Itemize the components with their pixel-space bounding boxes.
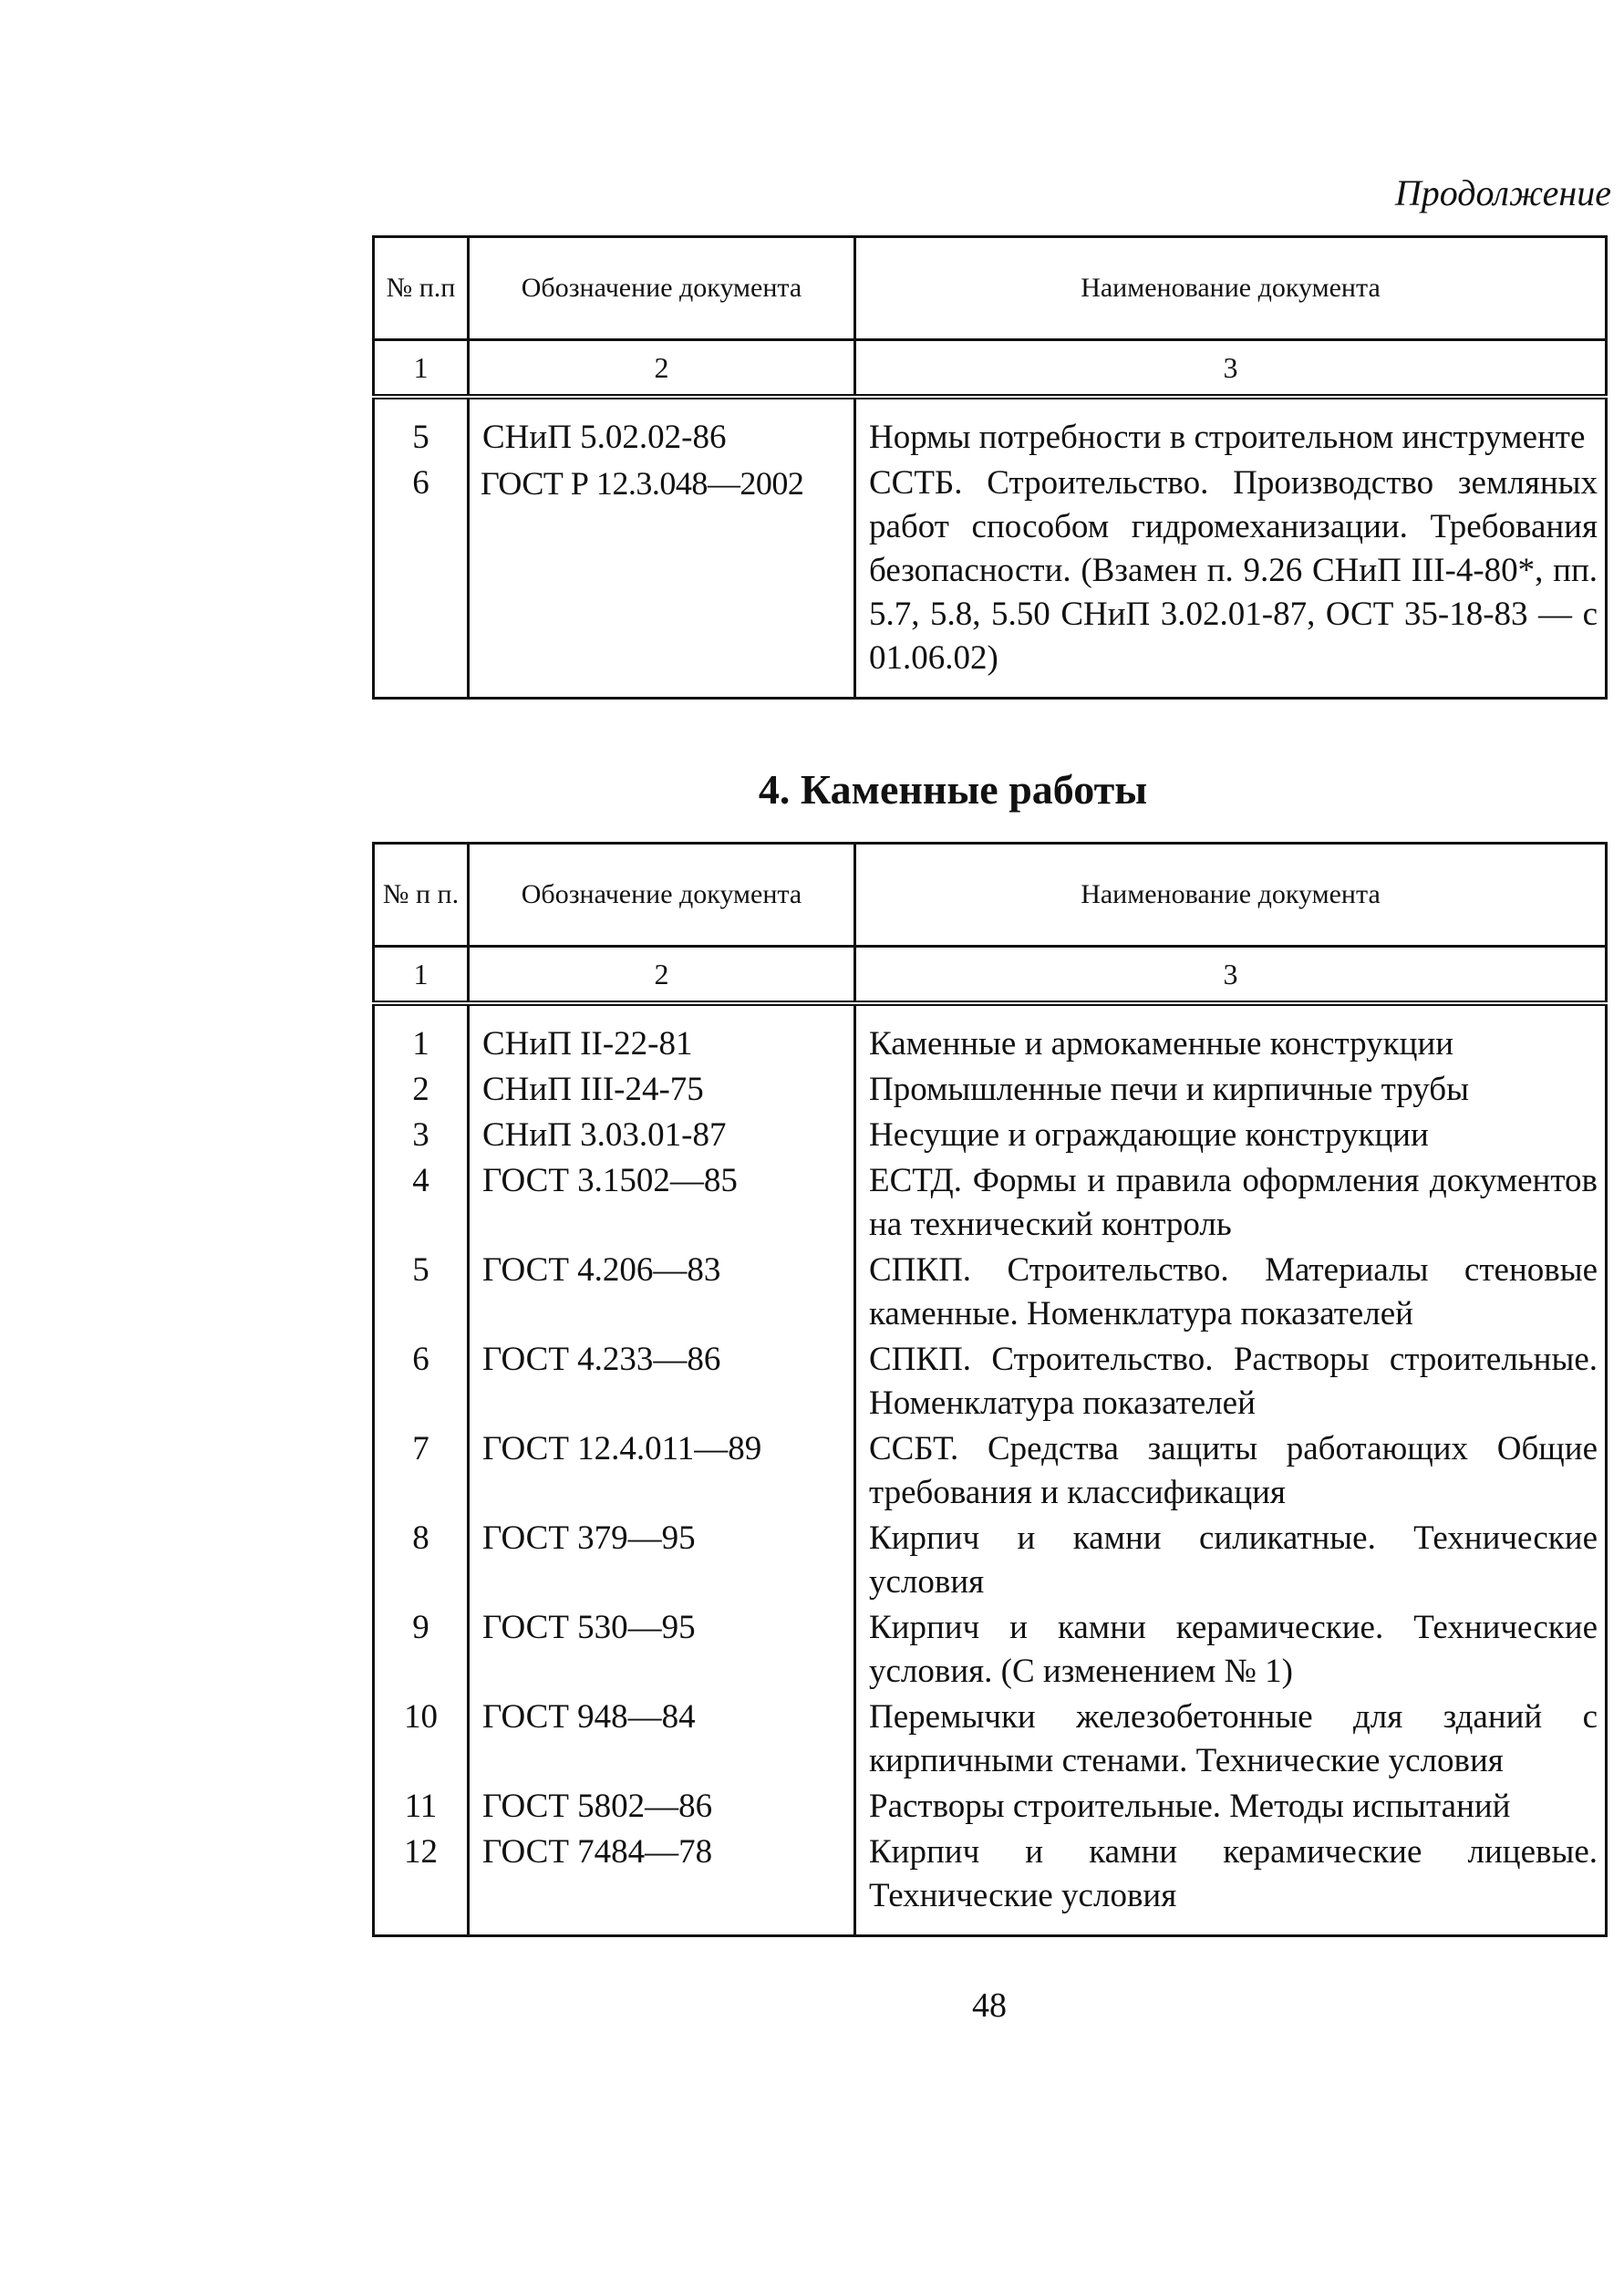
table-row xyxy=(374,1112,1607,1157)
table-row xyxy=(374,1829,1607,1936)
document-code: ГОСТ 5802—86 xyxy=(469,1783,855,1829)
row-number: 1 xyxy=(374,1003,469,1066)
header-document-name: Наименование документа xyxy=(855,237,1607,340)
document-code: ГОСТ 4.233—86 xyxy=(469,1336,855,1426)
column-number-row xyxy=(374,947,1607,1004)
section-title xyxy=(0,764,1624,815)
header-designation: Обозначение документа xyxy=(469,237,855,340)
column-number: 3 xyxy=(855,340,1607,398)
row-number: 4 xyxy=(374,1157,469,1247)
table-row xyxy=(374,397,1607,460)
row-number: 5 xyxy=(374,1247,469,1336)
document-name: Нормы потребности в строительном инструменте xyxy=(855,397,1607,460)
document-code: ГОСТ Р 12.3.048—2002 xyxy=(469,460,855,699)
document-name: Кирпич и камни силикатные. Технические условия xyxy=(855,1515,1607,1604)
document-code: ГОСТ 7484—78 xyxy=(469,1829,855,1936)
page-number: 48 xyxy=(972,1986,1007,2025)
document-code: СНиП 5.02.02-86 xyxy=(469,397,855,460)
column-number: 3 xyxy=(855,947,1607,1004)
document-code: ГОСТ 3.1502—85 xyxy=(469,1157,855,1247)
row-number: 8 xyxy=(374,1515,469,1604)
row-number: 3 xyxy=(374,1112,469,1157)
table-header-row xyxy=(374,844,1607,947)
header-designation: Обозначение документа xyxy=(469,844,855,947)
document-code: ГОСТ 12.4.011—89 xyxy=(469,1426,855,1515)
document-name: СПКП. Строительство. Растворы строительные. Номенклатура показателей xyxy=(855,1336,1607,1426)
table-row xyxy=(374,1604,1607,1694)
document-code: ГОСТ 379—95 xyxy=(469,1515,855,1604)
documents-table-continued xyxy=(372,235,1608,700)
document-name: ССТБ. Строительство. Производство земляных работ способом гидромеханизации. Требования безопасности. (Взамен п. 9.26 СНиП III-4-80*, пп. 5.7, 5.8, 5.50 СНиП 3.02.01-87, ОСТ 35-18-83 — с 01.06.02) xyxy=(855,460,1607,699)
table-row xyxy=(374,1066,1607,1112)
header-number: № п.п xyxy=(374,237,469,340)
column-number: 2 xyxy=(469,340,855,398)
column-number-row xyxy=(374,340,1607,398)
row-number: 2 xyxy=(374,1066,469,1112)
row-number: 6 xyxy=(374,460,469,699)
row-number: 7 xyxy=(374,1426,469,1515)
header-number: № п п. xyxy=(374,844,469,947)
table-row xyxy=(374,1783,1607,1829)
header-document-name: Наименование документа xyxy=(855,844,1607,947)
document-name: СПКП. Строительство. Материалы стеновые каменные. Номенклатура показателей xyxy=(855,1247,1607,1336)
table-row xyxy=(374,1515,1607,1604)
row-number: 10 xyxy=(374,1694,469,1783)
row-number: 11 xyxy=(374,1783,469,1829)
row-number: 12 xyxy=(374,1829,469,1936)
document-name: Перемычки железобетонные для зданий с кирпичными стенами. Технические условия xyxy=(855,1694,1607,1783)
row-number: 6 xyxy=(374,1336,469,1426)
document-code: СНиП II-22-81 xyxy=(469,1003,855,1066)
document-name: ЕСТД. Формы и правила оформления документов на технический контроль xyxy=(855,1157,1607,1247)
table-row xyxy=(374,1157,1607,1247)
document-name: Несущие и ограждающие конструкции xyxy=(855,1112,1607,1157)
table-row xyxy=(374,1247,1607,1336)
table-row xyxy=(374,1003,1607,1066)
documents-table-masonry xyxy=(372,842,1608,1937)
document-name: Каменные и армокаменные конструкции xyxy=(855,1003,1607,1066)
continued-label: Продолжение xyxy=(1394,172,1611,213)
column-number: 1 xyxy=(374,340,469,398)
document-code: ГОСТ 948—84 xyxy=(469,1694,855,1783)
table-row xyxy=(374,1694,1607,1783)
table-row xyxy=(374,460,1607,699)
row-number: 5 xyxy=(374,397,469,460)
document-name: Промышленные печи и кирпичные трубы xyxy=(855,1066,1607,1112)
document-code: ГОСТ 530—95 xyxy=(469,1604,855,1694)
section-title-text: 4. Каменные работы xyxy=(758,766,1148,813)
document-code: ГОСТ 4.206—83 xyxy=(469,1247,855,1336)
table-row xyxy=(374,1336,1607,1426)
column-number: 1 xyxy=(374,947,469,1004)
document-name: Кирпич и камни керамические. Технические условия. (С изменением № 1) xyxy=(855,1604,1607,1694)
document-name: Кирпич и камни керамические лицевые. Технические условия xyxy=(855,1829,1607,1936)
table-row xyxy=(374,1426,1607,1515)
table-header-row xyxy=(374,237,1607,340)
document-code: СНиП 3.03.01-87 xyxy=(469,1112,855,1157)
document-name: Растворы строительные. Методы испытаний xyxy=(855,1783,1607,1829)
row-number: 9 xyxy=(374,1604,469,1694)
column-number: 2 xyxy=(469,947,855,1004)
document-name: ССБТ. Средства защиты работающих Общие требования и классификация xyxy=(855,1426,1607,1515)
document-code: СНиП III-24-75 xyxy=(469,1066,855,1112)
